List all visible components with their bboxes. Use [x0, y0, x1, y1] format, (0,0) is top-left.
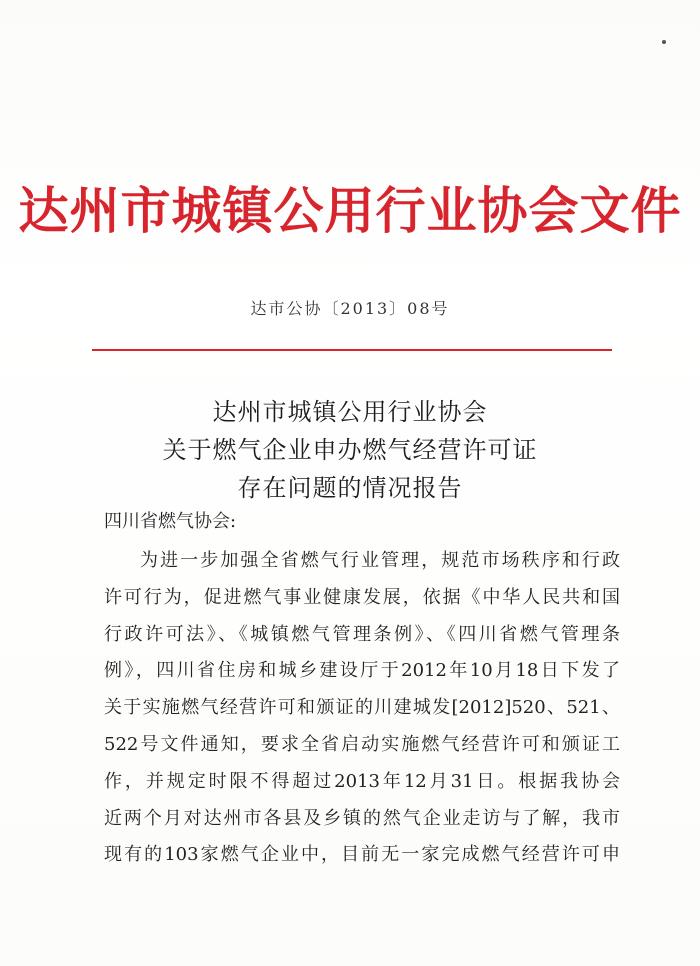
report-title-line-1: 达州市城镇公用行业协会	[212, 398, 488, 426]
report-title-line-3: 存在问题的情况报告	[237, 474, 463, 502]
report-title-line-2: 关于燃气企业申办燃气经营许可证	[162, 436, 538, 464]
body-paragraph	[104, 543, 620, 874]
red-divider-line	[92, 349, 612, 351]
scan-speck	[662, 40, 666, 44]
body-line-9: 现有的103家燃气企业中，目前无一家完成燃气经营许可申	[104, 844, 620, 866]
body-line-5: 关于实施燃气经营许可和颁证的川建城发[2012]520、521、	[104, 697, 620, 719]
document-number: 达市公协〔2013〕08号	[250, 299, 450, 318]
body-line-3: 行政许可法》、《城镇燃气管理条例》、《四川省燃气管理条	[104, 623, 620, 645]
salutation: 四川省燃气协会:	[104, 511, 237, 532]
body-line-8: 近两个月对达州市各县及乡镇的然气企业走访与了解，我市	[104, 807, 620, 829]
body-line-4: 例》，四川省住房和城乡建设厅于2012年10月18日下发了	[104, 660, 620, 682]
body-line-2: 许可行为，促进燃气事业健康发展，依据《中华人民共和国	[104, 586, 620, 608]
body-line-7: 作，并规定时限不得超过2013年12月31日。根据我协会	[104, 770, 620, 792]
body-line-6: 522号文件通知，要求全省启动实施燃气经营许可和颁证工	[104, 733, 620, 755]
body-line-1: 为进一步加强全省燃气行业管理，规范市场秩序和行政	[140, 550, 620, 571]
masthead-title: 达州市城镇公用行业协会文件	[18, 181, 682, 240]
report-title	[0, 393, 700, 507]
